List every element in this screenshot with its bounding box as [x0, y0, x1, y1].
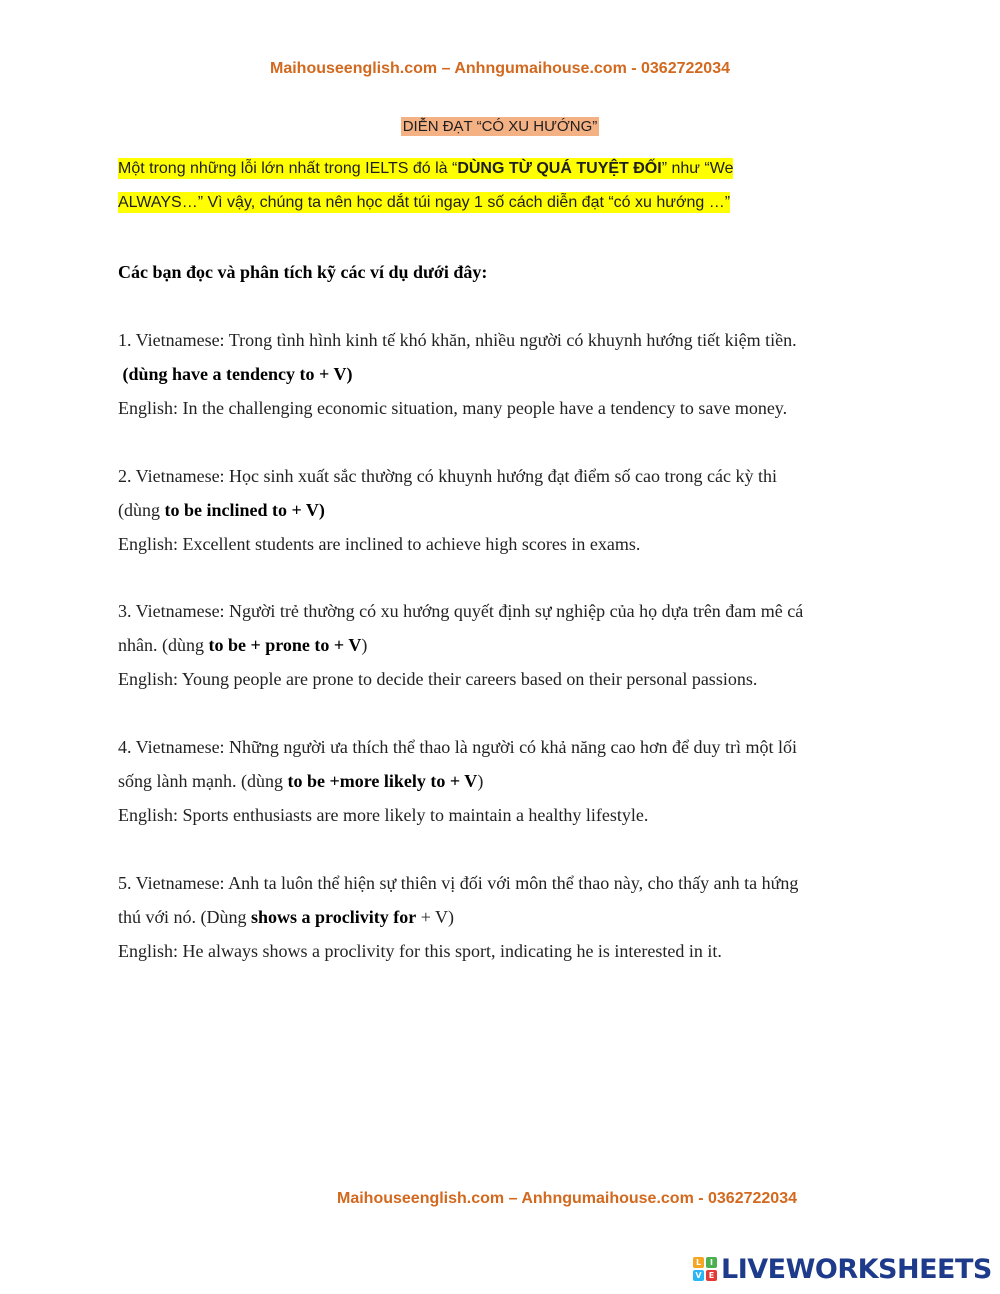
logo-mark-letter: I	[706, 1257, 717, 1268]
example-english: English: Excellent students are inclined to achieve high scores in exams.	[118, 534, 641, 554]
intro-paragraph	[118, 152, 898, 220]
liveworksheets-logo[interactable]	[693, 1250, 992, 1288]
intro-line-1	[118, 158, 733, 179]
intro-bold: DÙNG TỪ QUÁ TUYỆT ĐỐI	[457, 160, 662, 177]
example-usage-note: nhân. (dùng to be + prone to + V)	[118, 635, 368, 655]
logo-mark-letter: E	[706, 1270, 717, 1281]
example-item-1	[118, 323, 878, 425]
example-vietnamese: 3. Vietnamese: Người trẻ thường có xu hướng quyết định sự nghiệp của họ dựa trên đam mê cá	[118, 601, 804, 621]
example-vietnamese: 2. Vietnamese: Học sinh xuất sắc thường có khuynh hướng đạt điểm số cao trong các kỳ thi	[118, 466, 777, 486]
example-vietnamese: 4. Vietnamese: Những người ưa thích thể thao là người có khả năng cao hơn để duy trì một lối	[118, 737, 798, 757]
lead-instruction: Các bạn đọc và phân tích kỹ các ví dụ dưới đây:	[118, 262, 488, 282]
example-usage-note: (dùng to be inclined to + V)	[118, 500, 325, 520]
intro-line-2: ALWAYS…” Vì vậy, chúng ta nên học dắt túi ngay 1 số cách diễn đạt “có xu hướng …”	[118, 194, 731, 211]
example-english: English: In the challenging economic situation, many people have a tendency to save money.	[118, 398, 788, 418]
example-usage-note: sống lành mạnh. (dùng to be +more likely to + V)	[118, 771, 484, 791]
example-vietnamese: 5. Vietnamese: Anh ta luôn thể hiện sự thiên vị đối với môn thể thao này, cho thấy anh ta hứng	[118, 873, 799, 893]
example-item-4	[118, 730, 878, 832]
page-title: DIỄN ĐẠT “CÓ XU HƯỚNG”	[402, 118, 598, 135]
title-container	[0, 118, 1000, 136]
logo-mark-icon	[693, 1257, 717, 1281]
logo-text: LIVEWORKSHEETS	[721, 1253, 992, 1285]
logo-mark-letter: L	[693, 1257, 704, 1268]
example-english: English: He always shows a proclivity for this sport, indicating he is interested in it.	[118, 941, 722, 961]
example-english: English: Young people are prone to decide their careers based on their personal passions.	[118, 669, 758, 689]
example-item-2	[118, 459, 878, 561]
example-vietnamese: 1. Vietnamese: Trong tình hình kinh tế khó khăn, nhiều người có khuynh hướng tiết kiệm tiền.	[118, 330, 797, 350]
intro-text-1: Một trong những lỗi lớn nhất trong IELTS đó là “	[118, 160, 458, 177]
logo-mark-letter: V	[693, 1270, 704, 1281]
intro-text-2: ” như “We	[661, 160, 734, 177]
example-item-3	[118, 594, 878, 696]
example-item-5	[118, 866, 878, 968]
page-footer: Maihouseenglish.com – Anhngumaihouse.com - 0362722034	[337, 1190, 797, 1207]
page-header: Maihouseenglish.com – Anhngumaihouse.com - 0362722034	[270, 60, 730, 77]
example-usage-note: thú với nó. (Dùng shows a proclivity for + V)	[118, 907, 455, 927]
example-english: English: Sports enthusiasts are more likely to maintain a healthy lifestyle.	[118, 805, 649, 825]
example-usage-note: (dùng have a tendency to + V)	[122, 364, 353, 384]
